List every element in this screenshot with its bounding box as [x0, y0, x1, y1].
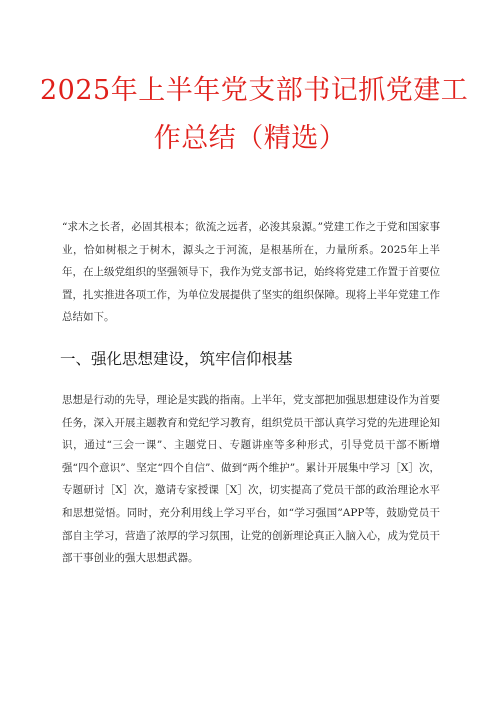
intro-paragraph: “求木之长者，必固其根本；欲流之远者，必浚其泉源。”党建工作之于党和国家事业，恰如树根之于树木，源头之于河流，是根基所在，力量所系。2025年上半年，在上级党组织的坚强领导下，我作为党支部书记，始终将党建工作置于首要位置，扎实推进各项工作，为单位发展提供了坚实的组织保障。现将上半年党建工作总结如下。	[62, 221, 440, 324]
document-title-line-1: 2025年上半年党支部书记抓党建工	[40, 75, 469, 106]
section-1-paragraph: 思想是行动的先导，理论是实践的指南。上半年，党支部把加强思想建设作为首要任务，深入开展主题教育和党纪学习教育，组织党员干部认真学习党的先进理论知识，通过“三会一课”、主题党日、专题讲座等多种形式，引导党员干部不断增强“四个意识”、坚定“四个自信”、做到“两个维护”。累计开展集中学习［X］次，专题研讨［X］次，邀请专家授课［X］次，切实提高了党员干部的政治理论水平和思想觉悟。同时，充分利用线上学习平台，如“学习强国”APP等，鼓励党员干部自主学习，营造了浓厚的学习氛围，让党的创新理论真正入脑入心，成为党员干部干事创业的强大思想武器。	[62, 394, 440, 565]
document-title-line-2: 作总结（精选）	[153, 123, 347, 154]
section-heading-1: 一、强化思想建设，筑牢信仰根基	[60, 350, 293, 368]
